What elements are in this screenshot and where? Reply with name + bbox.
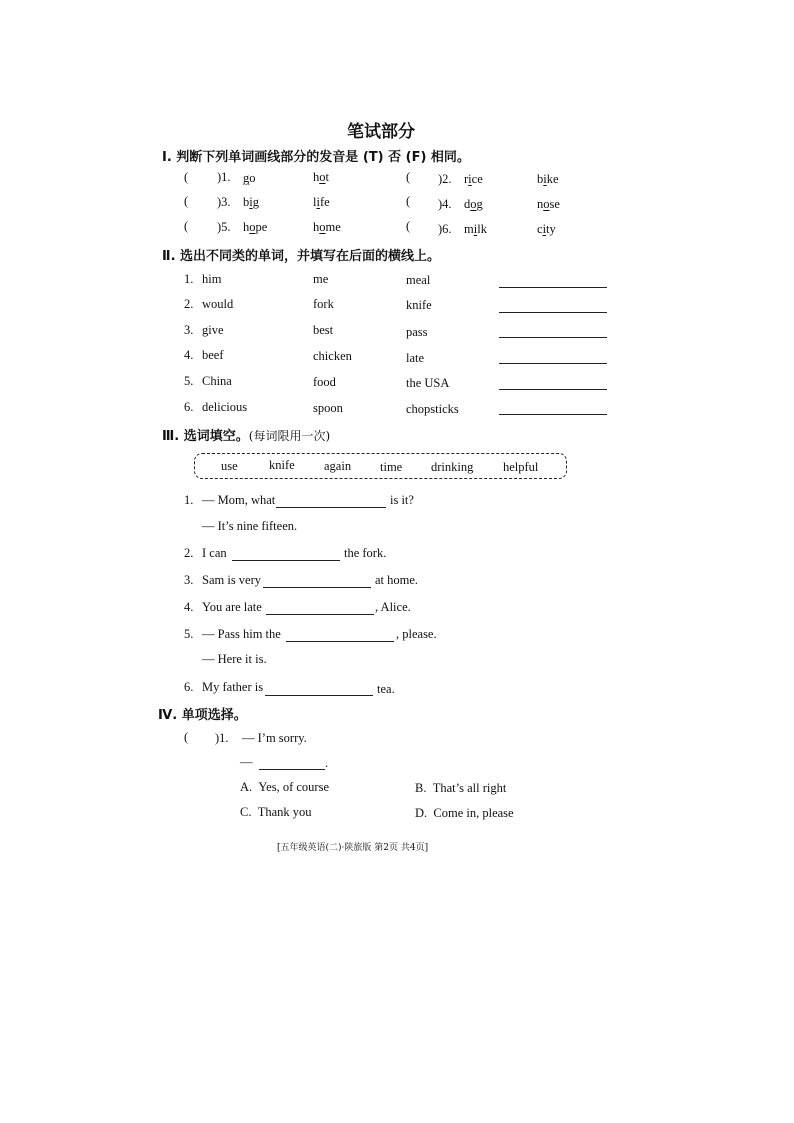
word-2: food	[313, 375, 336, 389]
word-1: beef	[202, 348, 224, 362]
answer-paren[interactable]: (	[184, 730, 189, 744]
word-3: pass	[406, 325, 428, 339]
answer-paren[interactable]: (	[406, 219, 411, 233]
option-b[interactable]: B. That’s all right	[415, 781, 507, 795]
option-c[interactable]: C. Thank you	[240, 805, 312, 819]
dialogue-dash: —	[240, 755, 253, 769]
word-a: go	[243, 171, 256, 185]
question-text: You are late	[202, 600, 262, 614]
question-text: the fork.	[344, 546, 387, 560]
question-text: I can	[202, 546, 227, 560]
option-a[interactable]: A. Yes, of course	[240, 780, 330, 794]
question-number: 5.	[184, 627, 194, 641]
fill-blank[interactable]	[266, 614, 374, 615]
row-number: 6.	[184, 400, 194, 414]
question-text: , please.	[396, 627, 437, 641]
question-text: My father is	[202, 680, 264, 694]
answer-paren[interactable]: (	[184, 194, 189, 208]
question-text: — Mom, what	[202, 493, 276, 507]
fill-blank[interactable]	[263, 587, 371, 588]
word-a: rice	[464, 172, 483, 186]
word-b: home	[313, 220, 341, 234]
answer-line[interactable]	[499, 287, 607, 288]
word-1: would	[202, 297, 234, 311]
word-b: nose	[537, 197, 560, 211]
question-text: — I’m sorry.	[242, 731, 307, 745]
answer-text: — It’s nine fifteen.	[202, 519, 298, 533]
answer-paren[interactable]: (	[184, 219, 189, 233]
word-1: delicious	[202, 400, 248, 414]
word-b: hot	[313, 170, 329, 184]
word-3: late	[406, 351, 425, 365]
answer-paren[interactable]: (	[406, 194, 411, 208]
question-text: is it?	[390, 493, 414, 507]
answer-text: — Here it is.	[202, 652, 267, 666]
item-number: )2.	[438, 172, 452, 186]
answer-line[interactable]	[499, 337, 607, 338]
item-number: )5.	[217, 220, 231, 234]
word-2: me	[313, 272, 329, 286]
fill-blank[interactable]	[265, 695, 373, 696]
section2-heading: Ⅱ. 选出不同类的单词，并填写在后面的横线上。	[162, 249, 441, 264]
item-number: )3.	[217, 195, 231, 209]
word-bank-item: knife	[269, 458, 295, 472]
question-number: 1.	[184, 493, 194, 507]
word-b: bike	[537, 172, 559, 186]
section3-heading: Ⅲ. 选词填空。(每词限用一次)	[162, 429, 331, 444]
word-2: fork	[313, 297, 334, 311]
row-number: 1.	[184, 272, 194, 286]
fill-blank[interactable]	[276, 507, 386, 508]
word-3: meal	[406, 273, 431, 287]
question-number: 4.	[184, 600, 194, 614]
row-number: 5.	[184, 374, 194, 388]
question-number: )1.	[215, 731, 229, 745]
section4-heading: Ⅳ. 单项选择。	[158, 708, 247, 723]
answer-line[interactable]	[499, 363, 607, 364]
row-number: 2.	[184, 297, 194, 311]
question-text: , Alice.	[375, 600, 411, 614]
item-number: )6.	[438, 222, 452, 236]
fill-blank[interactable]	[232, 560, 340, 561]
word-1: him	[202, 272, 222, 286]
fill-blank[interactable]	[259, 769, 325, 770]
word-2: spoon	[313, 401, 343, 415]
question-number: 6.	[184, 680, 194, 694]
word-3: the USA	[406, 376, 450, 390]
answer-line[interactable]	[499, 414, 607, 415]
section1-heading: Ⅰ. 判断下列单词画线部分的发音是 (T) 否 (F) 相同。	[162, 150, 470, 165]
word-bank-item: use	[221, 459, 238, 473]
word-a: milk	[464, 222, 487, 236]
answer-paren[interactable]: (	[406, 170, 411, 184]
section3-note: (每词限用一次)	[248, 429, 331, 443]
row-number: 3.	[184, 323, 194, 337]
word-b: life	[313, 195, 330, 209]
word-a: dog	[464, 197, 483, 211]
word-3: knife	[406, 298, 432, 312]
answer-line[interactable]	[499, 312, 607, 313]
question-text: tea.	[377, 682, 395, 696]
word-1: give	[202, 323, 224, 337]
question-text: — Pass him the	[202, 627, 281, 641]
dialogue-period: .	[325, 756, 329, 770]
question-number: 2.	[184, 546, 194, 560]
word-a: hope	[243, 220, 268, 234]
item-number: )1.	[217, 170, 231, 184]
question-number: 3.	[184, 573, 194, 587]
word-bank-item: time	[380, 460, 403, 474]
option-d[interactable]: D. Come in, please	[415, 806, 514, 820]
page-title: 笔试部分	[347, 122, 415, 142]
answer-paren[interactable]: (	[184, 170, 189, 184]
word-2: best	[313, 323, 334, 337]
question-text: Sam is very	[202, 573, 262, 587]
question-text: at home.	[375, 573, 419, 587]
word-2: chicken	[313, 349, 352, 363]
word-1: China	[202, 374, 232, 388]
page-footer: [五年级英语(二)·陕旅版 第2页 共4页]	[277, 843, 429, 853]
word-3: chopsticks	[406, 402, 459, 416]
row-number: 4.	[184, 348, 194, 362]
word-bank-item: drinking	[431, 460, 474, 474]
word-bank-item: helpful	[503, 460, 539, 474]
word-b: city	[537, 222, 556, 236]
item-number: )4.	[438, 197, 452, 211]
word-bank-item: again	[324, 459, 352, 473]
fill-blank[interactable]	[286, 641, 394, 642]
answer-line[interactable]	[499, 389, 607, 390]
word-a: big	[243, 195, 259, 209]
